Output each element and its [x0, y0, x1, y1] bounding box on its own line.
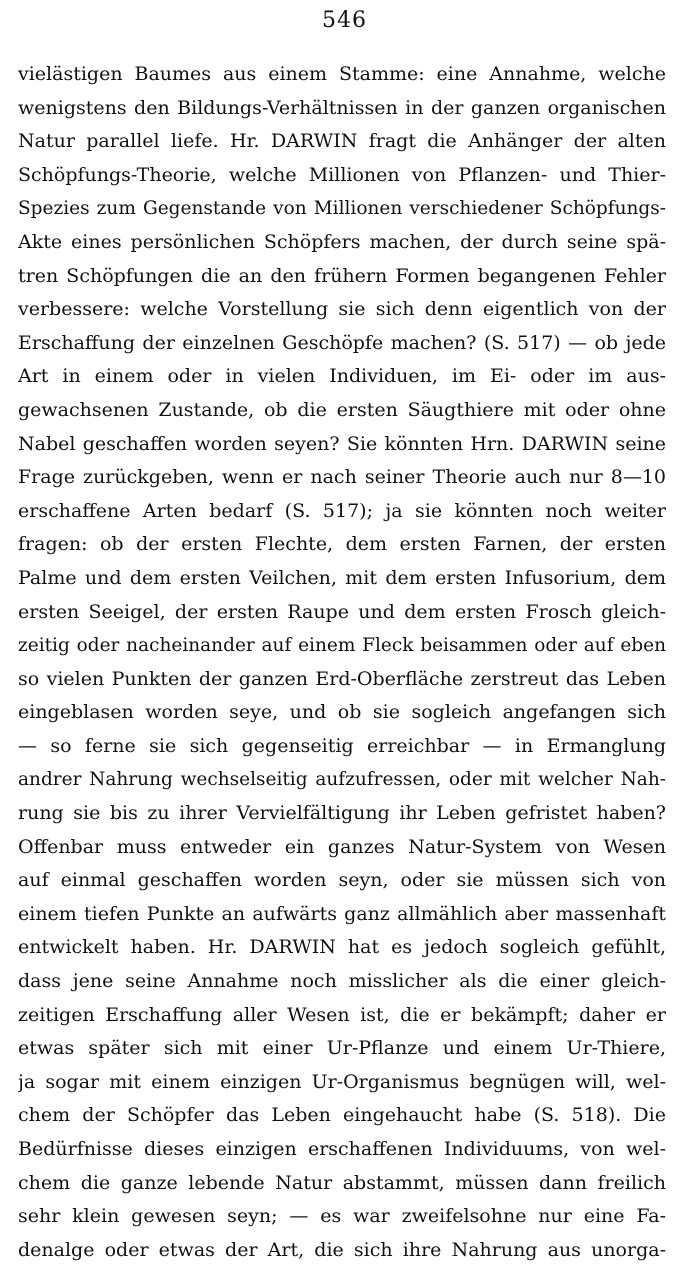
text-line: gewachsenen Zustande, ob die ersten Säugthiere mit oder ohne: [18, 398, 666, 421]
text-line: Frage zurückgeben, wenn er nach seiner Theorie auch nur 8—10: [18, 466, 666, 489]
text-line: wenigstens den Bildungs-Verhältnissen in der ganzen organischen: [18, 96, 666, 119]
text-line: chem die ganze lebende Natur abstammt, müssen dann freilich: [18, 1171, 666, 1194]
text-line: rung sie bis zu ihrer Vervielfältigung ihr Leben gefristet haben?: [18, 802, 666, 825]
text-line: vielästigen Baumes aus einem Stamme: eine Annahme, welche: [18, 63, 666, 85]
text-line: auf einmal geschaffen worden seyn, oder sie müssen sich von: [18, 869, 666, 892]
text-line: — so ferne sie sich gegenseitig erreichbar — in Ermanglung: [18, 734, 666, 757]
text-line: zeitigen Erschaffung aller Wesen ist, die er bekämpft; daher er: [18, 1003, 666, 1026]
text-line: Natur parallel liefe. Hr. DARWIN fragt die Anhänger der alten: [18, 130, 666, 153]
text-line: Bedürfnisse dieses einzigen erschaffenen Individuums, von wel-: [18, 1138, 666, 1160]
text-line: Offenbar muss entweder ein ganzes Natur-System von Wesen: [18, 835, 666, 858]
text-line: Spezies zum Gegenstande von Millionen verschiedener Schöpfungs-: [18, 198, 666, 220]
text-line: einem tiefen Punkte an aufwärts ganz allmählich aber massenhaft: [18, 902, 666, 925]
text-line: Nabel geschaffen worden seyen? Sie könnten Hrn. DARWIN seine: [18, 432, 666, 455]
text-line: Akte eines persönlichen Schöpfers machen, der durch seine spä-: [18, 230, 666, 253]
text-line: ja sogar mit einem einzigen Ur-Organismus begnügen will, wel-: [18, 1070, 666, 1093]
text-line: Erschaffung der einzelnen Geschöpfe machen? (S. 517) — ob jede: [18, 331, 666, 354]
text-line: erschaffene Arten bedarf (S. 517); ja sie könnten noch weiter: [18, 499, 666, 522]
text-line: zeitig oder nacheinander auf einem Fleck beisammen oder auf eben: [18, 635, 666, 657]
text-line: so vielen Punkten der ganzen Erd-Oberfläche zerstreut das Leben: [18, 667, 666, 690]
text-line: andrer Nahrung wechselseitig aufzufressen, oder mit welcher Nah-: [18, 769, 666, 791]
page-number: 546: [322, 8, 367, 33]
text-line: tren Schöpfungen die an den frühern Formen begangenen Fehler: [18, 264, 666, 287]
text-line: dass jene seine Annahme noch misslicher als die einer gleich-: [18, 970, 666, 993]
text-line: eingeblasen worden seye, und ob sie sogleich angefangen sich: [18, 701, 666, 724]
text-line: Palme und dem ersten Veilchen, mit dem ersten Infusorium, dem: [18, 566, 666, 589]
text-line: etwas später sich mit einer Ur-Pflanze und einem Ur-Thiere,: [18, 1037, 666, 1060]
text-line: chem der Schöpfer das Leben eingehaucht habe (S. 518). Die: [18, 1104, 666, 1127]
text-line: entwickelt haben. Hr. DARWIN hat es jedoch sogleich gefühlt,: [18, 936, 666, 959]
text-line: denalge oder etwas der Art, die sich ihre Nahrung aus unorga-: [18, 1238, 666, 1261]
text-line: Art in einem oder in vielen Individuen, im Ei- oder im aus-: [18, 365, 666, 388]
text-line: sehr klein gewesen seyn; — es war zweifelsohne nur eine Fa-: [18, 1205, 666, 1228]
text-line: verbessere: welche Vorstellung sie sich denn eigentlich von der: [18, 298, 666, 321]
text-line: Schöpfungs-Theorie, welche Millionen von Pflanzen- und Thier-: [18, 163, 666, 186]
text-line: fragen: ob der ersten Flechte, dem ersten Farnen, der ersten: [18, 533, 666, 556]
text-line: ersten Seeigel, der ersten Raupe und dem ersten Frosch gleich-: [18, 600, 666, 623]
body-text: [18, 58, 666, 1267]
